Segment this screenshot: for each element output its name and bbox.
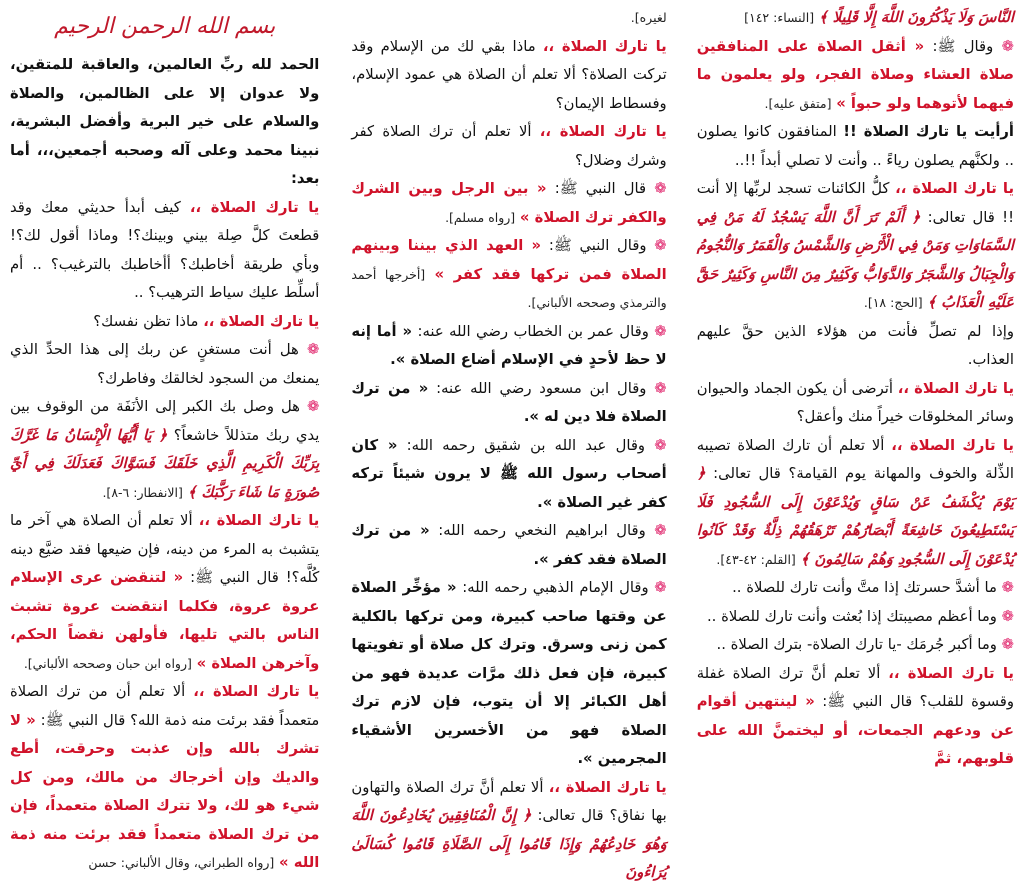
paragraph xyxy=(351,517,666,574)
flower-bullet-icon: ❁ xyxy=(1001,636,1015,653)
paragraph xyxy=(351,318,666,375)
paragraph xyxy=(697,432,1014,575)
hadith-quote: « أثقل الصلاة على المنافقين صلاة العشاء وصلاة الفجر، ولو يعلمون ما فيهما لأتوهما ولو حبواً » xyxy=(696,37,1015,112)
flower-bullet-icon: ❁ xyxy=(1001,607,1015,625)
flower-bullet-icon: ❁ xyxy=(654,180,667,197)
paragraph xyxy=(697,660,1014,774)
paragraph-text: ماذا بقي لك من الإسلام وقد تركت الصلاة؟ ألا تعلم أن الصلاة هي عمود الإسلام، وفسطاط الإيمان؟ xyxy=(351,37,667,112)
section-heading: يا تارك الصلاة ،، xyxy=(189,198,320,216)
section-heading: يا تارك الصلاة ،، xyxy=(198,512,320,529)
flower-bullet-icon: ❁ xyxy=(654,379,667,397)
flower-bullet-icon: ❁ xyxy=(306,398,320,415)
paragraph xyxy=(10,194,319,308)
paragraph-text: كيف أبدأ حديثي معك وقد قطعتَ كلَّ صِلة بيني وبينك؟! وماذا أقول لك؟! وبأي طريقة أخاطبك؟ أأخاطبك بالترغيب؟ .. أم أسلِّط عليك سياط الترهيب؟ .. xyxy=(10,198,320,301)
flower-bullet-icon: ❁ xyxy=(654,579,667,596)
paragraph xyxy=(351,118,666,175)
paragraph xyxy=(10,308,319,337)
paragraph xyxy=(697,4,1014,33)
paragraph-text: أترضى أن يكون الجماد والحيوان وسائر المخلوقات خيراً منك وأعقل؟ xyxy=(696,379,1015,425)
paragraph-text: وقال عبد الله بن شقيق رحمه الله: xyxy=(406,436,646,454)
hadith-quote: « لينتهين أقوام عن ودعهم الجمعات، أو ليختمنَّ الله على قلوبهم، ثمَّ xyxy=(696,693,1015,767)
quran-verse: النَّاسَ وَلَا يَذْكُرُونَ اللَّهَ إِلَّا قَلِيلًا ﴾ xyxy=(818,9,1015,26)
paragraph-text: وقال الإمام الذهبي رحمه الله: xyxy=(462,579,649,596)
paragraph-text: ألا تعلم أن تارك الصلاة تصيبه الذِّلة والخوف والمهانة يوم القيامة؟ قال تعالى: xyxy=(696,436,1015,482)
paragraph xyxy=(351,232,666,318)
column-left xyxy=(687,0,1024,767)
flower-bullet-icon: ❁ xyxy=(1001,37,1014,55)
paragraph xyxy=(697,175,1014,318)
quran-verse: ﴿ إِنَّ الْمُنَافِقِينَ يُخَادِعُونَ اللَّهَ وَهُوَ خَادِعُهُمْ وَإِذَا قَامُوا إِلَى الصَّلَاةِ قَامُوا كُسَالَىٰ يُرَاءُونَ xyxy=(351,807,667,881)
verse-reference: [القلم: ٤٢-٤٣]. xyxy=(716,551,796,567)
verse-reference: [النساء: ١٤٢] xyxy=(744,10,815,25)
paragraph-text: ألا تعلم أن من ترك الصلاة متعمداً فقد برئت منه ذمة الله؟ قال النبي ﷺ: xyxy=(10,683,320,729)
hadith-quote: « من ترك الصلاة فقد كفر ». xyxy=(351,522,667,568)
flower-bullet-icon: ❁ xyxy=(654,322,667,340)
hadith-quote: « كان أصحاب رسول الله ﷺ لا يرون شيئاً تركه كفر غير الصلاة ». xyxy=(351,436,667,511)
flower-bullet-icon: ❁ xyxy=(654,522,667,539)
paragraph xyxy=(351,432,666,518)
paragraph-text: ألا تعلم أنَّ ترك الصلاة غفلة وقسوة للقلب؟ قال النبي ﷺ: xyxy=(696,664,1014,710)
paragraph xyxy=(10,393,319,507)
hadith-reference: [متفق عليه]. xyxy=(764,95,832,111)
hadith-quote: « العهد الذي بيننا وبينهم الصلاة فمن تركها فقد كفر » xyxy=(351,237,667,283)
paragraph xyxy=(697,631,1014,660)
verse-reference: [الحج: ١٨]. xyxy=(863,295,923,310)
hadith-quote: « لا تشرك بالله وإن عذبت وحرقت، أطع والديك وإن أخرجاك من مالك، ومن كل شيء هو لك، ولا تترك الصلاة متعمداً، فإن من ترك الصلاة متعمداً فقد برئت منه ذمة الله » xyxy=(10,711,320,871)
section-heading: يا تارك الصلاة ،، xyxy=(548,778,667,796)
paragraph-text: ألا تعلم أنَّ ترك الصلاة والتهاون بها نفاق؟ قال تعالى: xyxy=(351,778,667,824)
flower-bullet-icon: ❁ xyxy=(306,341,320,358)
paragraph xyxy=(10,678,319,878)
hadith-quote: « لتنقضن عرى الإسلام عروة عروة، فكلما انتقضت عروة تشبث الناس بالتي تليها، فأولهن نقضاً الحكم، وآخرهن الصلاة » xyxy=(10,569,320,672)
paragraph xyxy=(351,33,666,119)
paragraph xyxy=(697,33,1014,119)
paragraph xyxy=(351,574,666,774)
verse-reference: [الانفطار: ٦-٨]. xyxy=(102,484,183,500)
hadith-reference: [أخرجها أحمد والترمذي وصححه الألباني]. xyxy=(351,266,667,310)
paragraph xyxy=(697,375,1014,432)
paragraph xyxy=(697,574,1014,603)
section-heading: يا تارك الصلاة ،، xyxy=(888,664,1014,682)
paragraph xyxy=(351,375,666,432)
paragraph-text: وقال عمر بن الخطاب رضي الله عنه: xyxy=(417,322,649,340)
paragraph-text: ماذا تظن نفسك؟ xyxy=(93,312,199,330)
quran-verse: ﴿ أَلَمْ تَرَ أَنَّ اللَّهَ يَسْجُدُ لَهُ مَنْ فِي السَّمَاوَاتِ وَمَنْ فِي الْأَرْضِ وَالشَّمْسُ وَالْقَمَرُ وَالنُّجُومُ وَالْجِبَالُ وَالشَّجَرُ وَالدَّوَابُّ وَكَثِيرٌ مِنَ النَّاسِ وَكَثِيرٌ حَقَّ عَلَيْهِ الْعَذَابُ ﴾ xyxy=(696,208,1015,311)
paragraph xyxy=(351,774,666,888)
paragraph-text: ألا تعلم أن الصلاة هي آخر ما يتشبث به المرء من دينه، فإن ضيعها فقد ضيَّع دينه كُلَّه؟! قال النبي ﷺ: xyxy=(10,512,320,586)
paragraph xyxy=(697,318,1014,375)
basmala-heading: بسم الله الرحمن الرحيم xyxy=(54,14,276,39)
paragraph xyxy=(351,175,666,232)
quran-verse: ﴿ يَوْمَ يُكْشَفُ عَنْ سَاقٍ وَيُدْعَوْنَ إِلَى السُّجُودِ فَلَا يَسْتَطِيعُونَ خَاشِعَةً أَبْصَارُهُمْ تَرْهَقُهُمْ ذِلَّةٌ وَقَدْ كَانُوا يُدْعَوْنَ إِلَى السُّجُودِ وَهُمْ سَالِمُونَ ﴾ xyxy=(696,465,1015,568)
paragraph xyxy=(10,507,319,678)
paragraph xyxy=(10,336,319,393)
paragraph-text: وقال النبي ﷺ: xyxy=(548,237,647,254)
paragraph xyxy=(697,603,1014,632)
quran-verse: ﴿ يَا أَيُّهَا الْإِنْسَانُ مَا غَرَّكَ بِرَبِّكَ الْكَرِيمِ الَّذِي خَلَقَكَ فَسَوَّاكَ فَعَدَلَكَ فِي أَيِّ صُورَةٍ مَا شَاءَ رَكَّبَكَ ﴾ xyxy=(10,426,320,501)
flower-bullet-icon: ❁ xyxy=(654,436,667,454)
section-heading: يا تارك الصلاة ،، xyxy=(539,123,667,140)
paragraph-text: المنافقون كانوا يصلون .. ولكنَّهم يصلون رياءً .. وأنت لا تصلي أبداً !!.. xyxy=(696,123,1015,169)
paragraph-text: وقال ابن مسعود رضي الله عنه: xyxy=(436,379,647,397)
section-heading: يا تارك الصلاة ،، xyxy=(897,379,1015,397)
paragraph-text: ما أشدَّ حسرتك إذا متَّ وأنت تارك للصلاة .. xyxy=(732,579,997,596)
flower-bullet-icon: ❁ xyxy=(1001,579,1015,596)
section-heading: يا تارك الصلاة ،، xyxy=(891,436,1014,454)
paragraph-text: ألا تعلم أن ترك الصلاة كفر وشرك وضلال؟ xyxy=(351,123,667,169)
paragraph-text: هل وصل بك الكبر إلى الأنَفَة من الوقوف بين يدي ربك متذللاً خاشعاً؟ xyxy=(10,398,320,444)
paragraph-text: وقال ابراهيم النخعي رحمه الله: xyxy=(438,522,646,539)
hadith-quote: « من ترك الصلاة فلا دين له ». xyxy=(351,379,667,425)
section-heading: يا تارك الصلاة ،، xyxy=(203,312,320,330)
emphasis-text: أرأيت يا تارك الصلاة !! xyxy=(843,123,1015,140)
section-heading: يا تارك الصلاة ،، xyxy=(895,180,1015,197)
flower-bullet-icon: ❁ xyxy=(654,237,667,254)
paragraph-text: كلُّ الكائنات تسجد لربِّها إلا أنت !! قال تعالى: xyxy=(696,180,1014,226)
section-heading: يا تارك الصلاة ،، xyxy=(193,683,320,700)
intro-paragraph: الحمد لله ربِّ العالمين، والعاقبة للمتقين، ولا عدوان إلا على الظالمين، والصلاة والسلام على خير البرية وأفضل البشرية، نبينا محمد وعلى آله وصحبه أجمعين،،، أما بعد: xyxy=(10,56,320,187)
hadith-reference: [رواه ابن حبان وصححه الألباني]. xyxy=(23,655,192,671)
section-heading: يا تارك الصلاة ،، xyxy=(542,37,667,55)
column-middle xyxy=(341,0,676,881)
paragraph-text: هل أنت مستغنٍ عن ربك إلى هذا الحدِّ الذي يمنعك من السجود لخالقك وفاطرك؟ xyxy=(10,341,320,387)
hadith-quote: « أما إنه لا حظ لأحدٍ في الإسلام أضاع الصلاة ». xyxy=(351,322,667,368)
paragraph-text: وما أكبر جُرمَك -يا تارك الصلاة- بترك الصلاة .. xyxy=(716,636,997,653)
paragraph-text: قال النبي ﷺ: xyxy=(554,180,647,197)
hadith-reference: [رواه مسلم]. xyxy=(445,209,516,225)
hadith-quote: « بين الرجل وبين الشرك والكفر ترك الصلاة » xyxy=(351,180,667,226)
continued-reference: لغيره]. xyxy=(630,10,667,25)
hadith-quote: « مؤخِّر الصلاة عن وقتها صاحب كبيرة، ومن تركها بالكلية كمن زنى وسرق. وترك كل صلاة أو تفويتها كبيرة، فإن فعل ذلك مرَّات عديدة فهو من أهل الكبائر إلا أن يتوب، فإن لازم ترك الصلاة فهو من الأخسرين الأشقياء المجرمين ». xyxy=(351,579,667,767)
column-right xyxy=(0,0,329,871)
paragraph xyxy=(697,118,1014,175)
paragraph-text: وما أعظم مصيبتك إذا بُعثت وأنت تارك للصلاة .. xyxy=(706,607,997,625)
paragraph-text: وقال ﷺ: xyxy=(932,37,994,55)
paragraph-text: وإذا لم تصلِّ فأنت من هؤلاء الذين حقَّ عليهم العذاب. xyxy=(696,322,1015,368)
hadith-reference: [رواه الطبراني، وقال الألباني: حسن xyxy=(88,855,275,870)
